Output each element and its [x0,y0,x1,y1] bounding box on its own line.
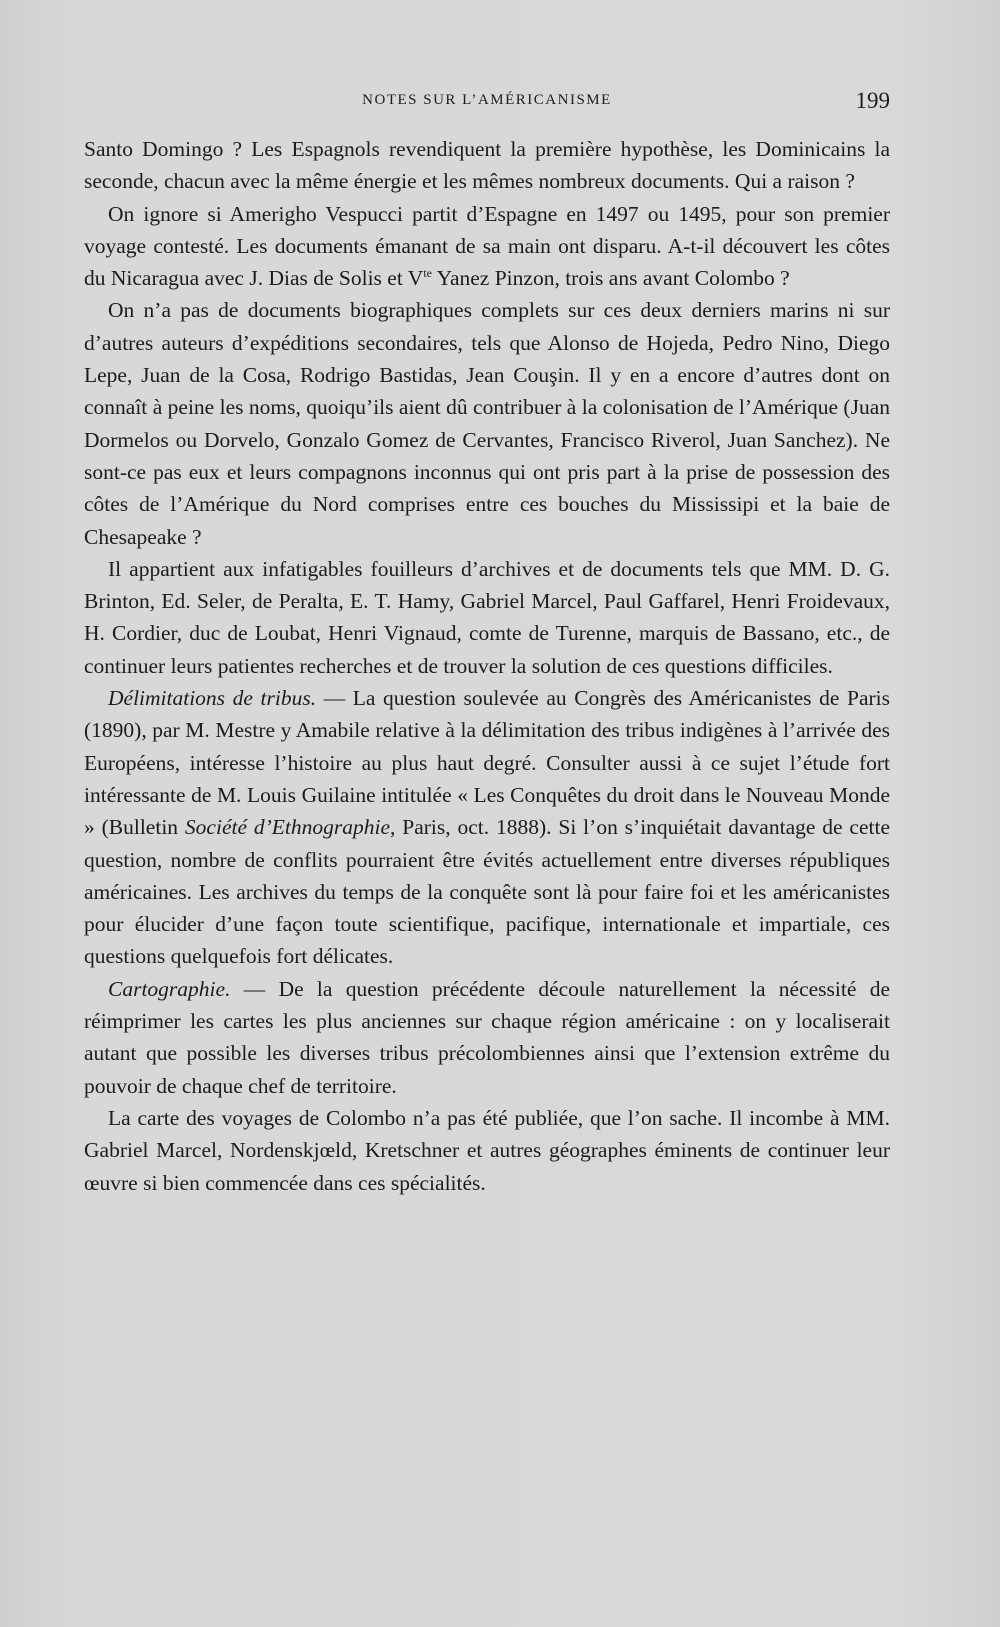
section-heading: Cartographie. [108,976,231,1001]
paragraph-text: , Paris, oct. 1888). Si l’on s’inquiétait davantage de cette question, nombre de conflits pourraient être évités actuellement entre diverses républiques américaines. Les archives du temps de la conquête sont là pour faire foi et les américanistes pour élucider d’une façon toute scientifique, pacifique, internationale et impartiale, ces questions quelquefois fort délicates. [84,815,891,969]
paragraph-continuation: Santo Domingo ? Les Espagnols revendiquent la première hypothèse, les Dominicains la seconde, chacun avec la même énergie et les mêmes nombreux documents. Qui a raison ? [84,137,890,194]
paragraph-text: — De la question précédente découle naturellement la nécessité de réimprimer les cartes les plus anciennes sur chaque région américaine : on y localiserait autant que possible les diverses tribus précolombiennes ainsi que l’extension extrême du pouvoir de chaque chef de territoire. [84,976,890,1098]
paragraph-tribes [84,682,890,973]
paragraph-text: On ignore si Amerigho Vespucci partit d’Espagne en 1497 ou 1495, pour son premier voyage contesté. Les documents émanant de sa main ont disparu. A-t-il découvert les côtes du Nicaragua avec J. Dias de Solis et V [84,201,890,291]
page-number: 199 [855,88,890,113]
section-heading: Délimitations de tribus. [108,686,317,711]
paragraph-researchers: Il appartient aux infatigables fouilleurs d’archives et de documents tels que MM. D. G. Brinton, Ed. Seler, de Peralta, E. T. Hamy, Gabriel Marcel, Paul Gaffarel, Henri Froidevaux, H. Cordier, duc de Loubat, Henri Vignaud, comte de Turenne, marquis de Bassano, etc., de continuer leurs patientes recherches et de trouver la solution de ces questions difficiles. [84,556,890,678]
paragraph-expeditions: On n’a pas de documents biographiques complets sur ces deux derniers marins ni sur d’autres auteurs d’expéditions secondaires, tels que Alonso de Hojeda, Pedro Nino, Diego Lepe, Juan de la Cosa, Rodrigo Bastidas, Jean Couşin. Il y en a encore d’autres dont on connaît à peine les noms, quoiqu’ils aient dû contribuer à la colonisation de l’Amérique (Juan Dormelos ou Dorvelo, Gonzalo Gomez de Cervantes, Francisco Riverol, Juan Sanchez). Ne sont-ce pas eux et leurs compagnons inconnus qui ont pris part à la prise de possession des côtes de l’Amérique du Nord comprises entre ces bouches du Mississipi et la baie de Chesapeake ? [84,298,890,549]
paragraph-vespucci [84,198,890,295]
body-text [84,133,890,1199]
running-title: NOTES SUR L’AMÉRICANISME [362,92,612,108]
paragraph-maps: La carte des voyages de Colombo n’a pas été publiée, que l’on sache. Il incombe à MM. Gabriel Marcel, Nordenskjœld, Kretschner et autres géographes éminents de continuer leur œuvre si bien commencée dans ces spécialités. [84,1105,890,1195]
page-header [84,88,890,124]
superscript: te [423,266,433,281]
paragraph-text: — La question soulevée au Congrès des Américanistes de Paris (1890), par M. Mestre y Amabile relative à la délimitation des tribus indigènes à l’arrivée des Européens, intéresse l’histoire au plus haut degré. Consulter aussi à ce sujet l’étude fort intéressante de M. Louis Guilaine intitulée « Les Conquêtes du droit dans le Nouveau Monde » (Bulletin [84,686,890,840]
paragraph-cartography [84,973,890,1102]
paragraph-text: Yanez Pinzon, trois ans avant Colombo ? [432,266,790,291]
journal-title: Société d’Ethnographie [184,815,391,840]
